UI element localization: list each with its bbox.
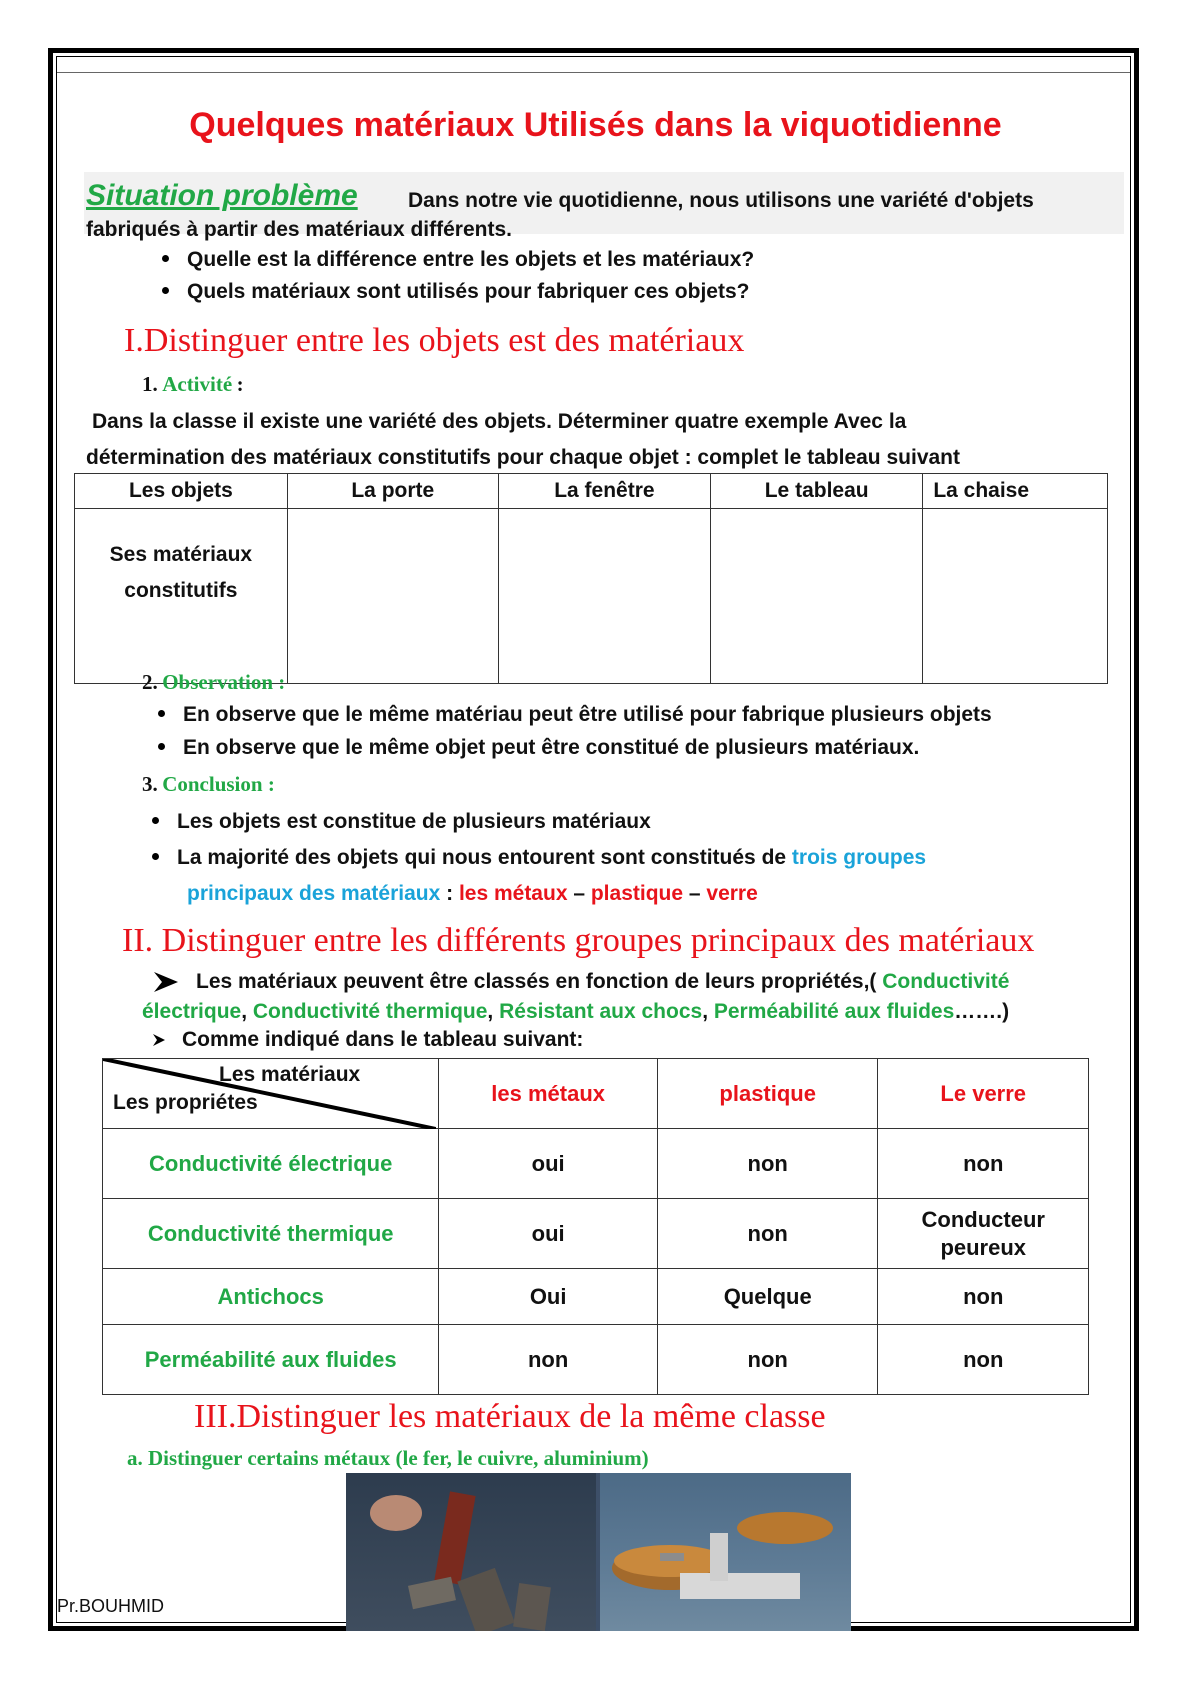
question-text: Quels matériaux sont utilisés pour fabriquer ces objets?	[187, 280, 750, 303]
footer-author: Pr.BOUHMID	[57, 1596, 165, 1616]
conclusion-highlight: principaux des matériaux	[187, 882, 441, 905]
empty-cell	[287, 509, 498, 684]
activity-text-1: Dans la classe il existe une variété des objets. Déterminer quatre exemple Avec la	[92, 410, 907, 433]
objects-table	[74, 473, 1108, 684]
section1-heading: I.Distinguer entre les objets est des matériaux	[124, 322, 745, 359]
value-cell: oui	[439, 1129, 658, 1199]
observation-text: En observe que le même matériau peut être utilisé pour fabrique plusieurs objets	[183, 703, 992, 726]
section3-subheading: a. Distinguer certains métaux (le fer, le cuivre, aluminium)	[127, 1446, 649, 1470]
metal-strips-image	[346, 1473, 596, 1631]
empty-cell	[498, 509, 710, 684]
conclusion-item	[152, 810, 651, 834]
conclusion-text: La majorité des objets qui nous entourent sont constitués de	[177, 846, 792, 869]
value-cell: Oui	[439, 1269, 658, 1325]
section2-line-2: électrique, Conductivité thermique, Résistant aux chocs, Perméabilité aux fluides…….)	[142, 1000, 1010, 1023]
question-text: Quelle est la différence entre les objets et les matériaux?	[187, 248, 755, 271]
metals-photo	[346, 1473, 851, 1631]
property-cell: Antichocs	[103, 1269, 439, 1325]
value-line: Conducteur	[921, 1206, 1045, 1232]
conclusion-item-cont: principaux des matériaux : les métaux – plastique – verre	[187, 882, 758, 905]
value-line: peureux	[940, 1234, 1027, 1260]
value-cell: non	[657, 1325, 878, 1395]
empty-cell	[923, 509, 1108, 684]
section2-heading: II. Distinguer entre les différents groupes principaux des matériaux	[122, 922, 1035, 959]
empty-cell	[711, 509, 923, 684]
observation-item	[158, 736, 919, 760]
diagonal-line	[103, 1059, 436, 1129]
table-header-cell: La porte	[287, 474, 498, 509]
value-cell: non	[878, 1325, 1089, 1395]
corner-bottom-label: Les propriétes	[113, 1091, 258, 1114]
corner-cell	[103, 1059, 439, 1129]
property-cell: Perméabilité aux fluides	[103, 1325, 439, 1395]
value-cell: non	[657, 1129, 878, 1199]
question-item	[162, 248, 754, 272]
observation-text: En observe que le même objet peut être constitué de plusieurs matériaux.	[183, 736, 920, 759]
top-rule	[57, 72, 1130, 73]
row-label-line: Ses matériaux	[109, 543, 253, 566]
group-verre: verre	[706, 882, 758, 905]
column-header: Le verre	[878, 1059, 1089, 1129]
conclusion-item	[152, 846, 926, 870]
table-header-cell: Les objets	[75, 474, 288, 509]
arrow-bullet-icon	[152, 1033, 166, 1047]
conclusion-highlight: trois groupes	[791, 846, 927, 869]
properties-table	[102, 1058, 1089, 1395]
page-title: Quelques matériaux Utilisés dans la viquotidienne	[189, 106, 1002, 144]
section2-line-3: Comme indiqué dans le tableau suivant:	[152, 1028, 583, 1052]
group-plastique: plastique	[590, 882, 684, 905]
conclusion-text: Les objets est constitue de plusieurs matériaux	[177, 810, 651, 833]
value-cell: oui	[439, 1199, 658, 1269]
value-cell: non	[878, 1269, 1089, 1325]
observation-item	[158, 703, 992, 727]
value-cell: non	[657, 1199, 878, 1269]
section2-line-1: Les matériaux peuvent être classés en fonction de leurs propriétés,( Conductivité	[152, 970, 1009, 994]
activity-heading: 1. Activité :	[142, 372, 244, 396]
group-metaux: les métaux	[458, 882, 568, 905]
question-item	[162, 280, 749, 304]
arrow-bullet-icon	[152, 970, 180, 994]
corner-top-label: Les matériaux	[219, 1063, 361, 1086]
balance-scale-image	[600, 1473, 851, 1631]
property-cell: Conductivité électrique	[103, 1129, 439, 1199]
value-cell: non	[439, 1325, 658, 1395]
value-cell	[878, 1199, 1089, 1269]
table-header-cell: La chaise	[923, 474, 1108, 509]
row-label-line: constitutifs	[124, 579, 238, 602]
section3-heading: III.Distinguer les matériaux de la même classe	[194, 1398, 826, 1435]
situation-text-2: fabriqués à partir des matériaux différents.	[86, 218, 512, 241]
conclusion-heading: 3. Conclusion :	[142, 772, 275, 796]
table-header-cell: Le tableau	[711, 474, 923, 509]
activity-text-2: détermination des matériaux constitutifs pour chaque objet : complet le tableau suivant	[86, 446, 960, 469]
table-header-cell: La fenêtre	[498, 474, 710, 509]
property-cell: Conductivité thermique	[103, 1199, 439, 1269]
situation-label: Situation problème	[86, 179, 358, 212]
row-label	[75, 509, 288, 684]
value-cell: Quelque	[657, 1269, 878, 1325]
column-header: les métaux	[439, 1059, 658, 1129]
situation-text-1: Dans notre vie quotidienne, nous utilisons une variété d'objets	[408, 189, 1034, 212]
value-cell: non	[878, 1129, 1089, 1199]
column-header: plastique	[657, 1059, 878, 1129]
observation-heading: 2. Observation :	[142, 670, 286, 694]
